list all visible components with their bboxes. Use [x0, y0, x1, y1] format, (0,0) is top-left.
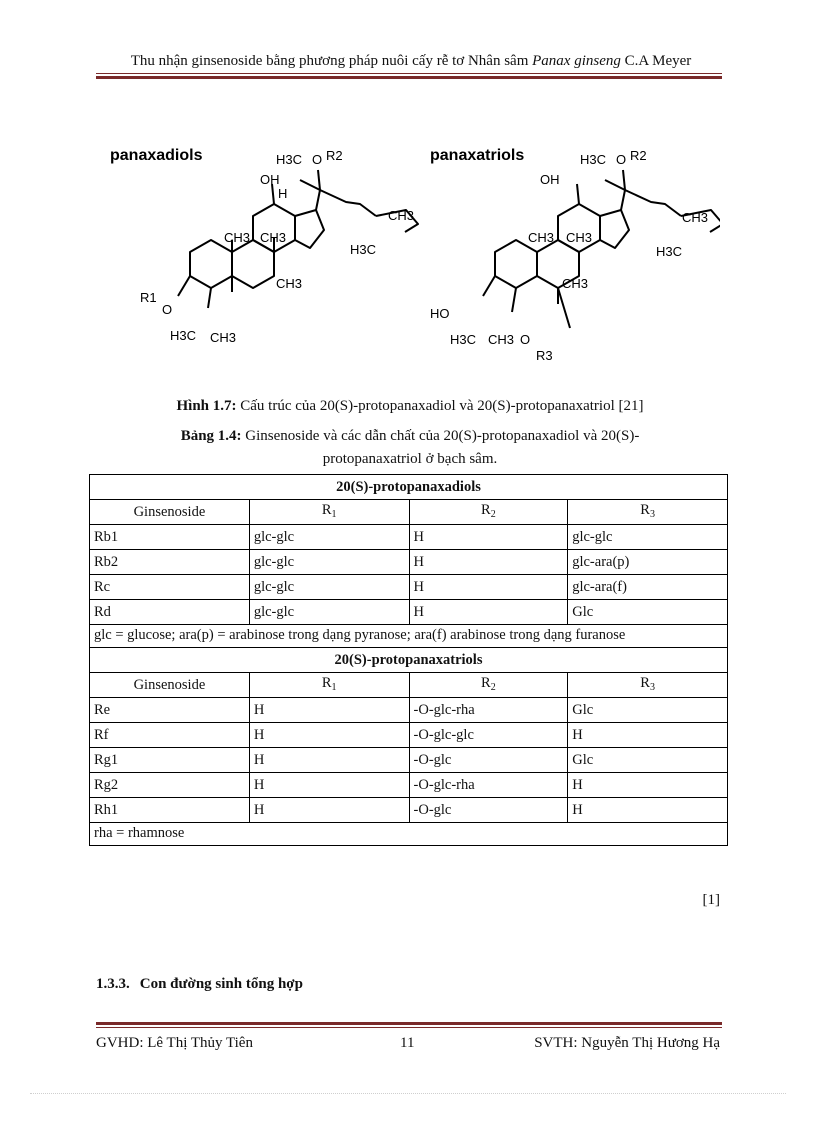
table-cell: H — [249, 798, 409, 823]
left-r1-label: R1 — [140, 290, 157, 305]
right-oh-label: OH — [540, 172, 560, 187]
col-r-letter: R — [321, 501, 332, 518]
table-row — [90, 575, 728, 600]
col-r-letter: R — [321, 674, 332, 691]
right-r3-label: R3 — [536, 348, 553, 363]
section1-note-row — [90, 625, 728, 648]
col-r-subscript: 1 — [331, 508, 337, 520]
table-cell: glc-glc — [249, 600, 409, 625]
col-r2 — [409, 500, 568, 525]
left-h3c-side: H3C — [350, 242, 377, 257]
table-cell: H — [568, 773, 728, 798]
running-header — [96, 53, 726, 70]
table-cell: H — [409, 550, 568, 575]
figure-caption-label: Hình 1.7: — [176, 398, 237, 414]
col-r-subscript: 2 — [490, 508, 496, 520]
left-ch3-ring: CH3 — [224, 230, 251, 245]
table-cell: H — [409, 575, 568, 600]
table-caption-line2: protopanaxatriol ở bạch sâm. — [322, 451, 498, 467]
footer-student: SVTH: Nguyễn Thị Hương Hạ — [534, 1035, 720, 1051]
col-r3 — [568, 673, 728, 698]
table-caption-line1: Ginsenoside và các dẫn chất của 20(S)-protopanaxadiol và 20(S)- — [241, 428, 640, 444]
ginsenoside-table — [89, 474, 728, 846]
header-rule-thin — [96, 73, 722, 74]
figure-caption — [90, 395, 730, 418]
section2-title-row — [90, 648, 728, 673]
table-row — [90, 550, 728, 575]
table-cell: glc-glc — [249, 525, 409, 550]
left-r2-label: R2 — [326, 148, 343, 163]
left-oh-label: OH — [260, 172, 280, 187]
section-heading — [96, 976, 303, 993]
table-cell: -O-glc — [409, 798, 568, 823]
table-cell: -O-glc-rha — [409, 698, 568, 723]
left-ch3-bottom: CH3 — [210, 330, 237, 345]
col-r3 — [568, 500, 728, 525]
table-cell: -O-glc-rha — [409, 773, 568, 798]
figure-caption-text: Cấu trúc của 20(S)-protopanaxadiol và 20(S)-protopanaxatriol [21] — [236, 398, 644, 414]
section2-title-row-cell: 20(S)-protopanaxatriols — [90, 648, 728, 673]
right-ho-label: HO — [430, 306, 450, 321]
col-r-subscript: 1 — [331, 681, 337, 693]
col-r2 — [409, 673, 568, 698]
table-cell: -O-glc-glc — [409, 723, 568, 748]
section-number: 1.3.3. — [96, 976, 130, 992]
col-r-subscript: 3 — [649, 681, 655, 693]
footer-rule-thin — [96, 1027, 722, 1028]
table-caption-label: Bảng 1.4: — [180, 428, 242, 444]
table-cell: H — [249, 773, 409, 798]
table-cell: H — [249, 748, 409, 773]
table-cell: Re — [90, 698, 250, 723]
table-cell: glc-ara(p) — [568, 550, 728, 575]
panaxatriol-skeleton — [483, 170, 720, 328]
col-r1 — [249, 673, 409, 698]
left-h3c-top: H3C — [276, 152, 303, 167]
left-ch3-ring2: CH3 — [260, 230, 287, 245]
header-rule-thick — [96, 76, 722, 79]
col-r-letter: R — [640, 674, 650, 691]
table-cell: Glc — [568, 698, 728, 723]
col-r-letter: R — [481, 501, 491, 518]
table-cell: glc-glc — [249, 575, 409, 600]
right-ch3-bottom: CH3 — [488, 332, 515, 347]
table-cell: Rh1 — [90, 798, 250, 823]
right-h3c-bottom: H3C — [450, 332, 477, 347]
section2-note-row-cell: rha = rhamnose — [90, 823, 728, 846]
table-cell: Rb1 — [90, 525, 250, 550]
col-ginsenoside: Ginsenoside — [90, 673, 250, 698]
table-cell: Rc — [90, 575, 250, 600]
table-cell: H — [249, 698, 409, 723]
table-row — [90, 698, 728, 723]
structure-figure — [100, 132, 720, 372]
table-caption — [90, 425, 730, 471]
section1-note-row-cell: glc = glucose; ara(p) = arabinose trong dạng pyranose; ara(f) arabinose trong dạng furanose — [90, 625, 728, 648]
col-r-subscript: 2 — [490, 681, 496, 693]
table-cell: Rg1 — [90, 748, 250, 773]
table-cell: glc-glc — [249, 550, 409, 575]
table-row — [90, 773, 728, 798]
table-cell: Glc — [568, 748, 728, 773]
right-ch3-side: CH3 — [682, 210, 709, 225]
section2-header-row — [90, 673, 728, 698]
right-ch3-ring2: CH3 — [566, 230, 593, 245]
col-ginsenoside: Ginsenoside — [90, 500, 250, 525]
footer-rule-thick — [96, 1022, 722, 1025]
table-cell: -O-glc — [409, 748, 568, 773]
left-h3c-bottom: H3C — [170, 328, 197, 343]
left-o-label: O — [162, 302, 173, 317]
section1-title-row — [90, 475, 728, 500]
right-o-bottom: O — [520, 332, 531, 347]
citation: [1] — [702, 892, 720, 908]
table-cell: H — [568, 798, 728, 823]
table-row — [90, 798, 728, 823]
col-r-letter: R — [481, 674, 491, 691]
header-text-before: Thu nhận ginsenoside bằng phương pháp nuôi cấy rễ tơ Nhân sâm — [130, 53, 533, 69]
left-h-label: H — [278, 186, 288, 201]
table-cell: Glc — [568, 600, 728, 625]
right-o-top: O — [616, 152, 627, 167]
table-cell: H — [409, 600, 568, 625]
col-r-letter: R — [640, 501, 650, 518]
table-row — [90, 525, 728, 550]
header-text-italic: Panax ginseng — [532, 53, 621, 69]
right-ch3-ring: CH3 — [528, 230, 555, 245]
left-o-top: O — [312, 152, 323, 167]
header-text-after: C.A Meyer — [620, 53, 692, 69]
section-title: Con đường sinh tổng hợp — [139, 976, 303, 992]
section1-header-row — [90, 500, 728, 525]
left-ch3-side: CH3 — [388, 208, 415, 223]
left-ch3-lower: CH3 — [276, 276, 303, 291]
footer-page-number: 11 — [400, 1035, 415, 1051]
page-bottom-dotted-line — [30, 1093, 786, 1094]
table-row — [90, 600, 728, 625]
left-structure-title: panaxadiols — [110, 147, 203, 164]
table-cell: Rd — [90, 600, 250, 625]
footer-advisor: GVHD: Lê Thị Thủy Tiên — [96, 1035, 253, 1051]
table-row — [90, 748, 728, 773]
right-r2-label: R2 — [630, 148, 647, 163]
table-cell: H — [409, 525, 568, 550]
table-cell: Rb2 — [90, 550, 250, 575]
section1-title-row-cell: 20(S)-protopanaxadiols — [90, 475, 728, 500]
table-cell: Rg2 — [90, 773, 250, 798]
table-cell: H — [249, 723, 409, 748]
col-r-subscript: 3 — [649, 508, 655, 520]
table-row — [90, 723, 728, 748]
section2-note-row — [90, 823, 728, 846]
col-r1 — [249, 500, 409, 525]
right-ch3-lower: CH3 — [562, 276, 589, 291]
right-h3c-side: H3C — [656, 244, 683, 259]
table-cell: glc-ara(f) — [568, 575, 728, 600]
table-cell: glc-glc — [568, 525, 728, 550]
right-structure-title: panaxatriols — [430, 147, 525, 164]
right-h3c-top: H3C — [580, 152, 607, 167]
table-cell: Rf — [90, 723, 250, 748]
table-cell: H — [568, 723, 728, 748]
